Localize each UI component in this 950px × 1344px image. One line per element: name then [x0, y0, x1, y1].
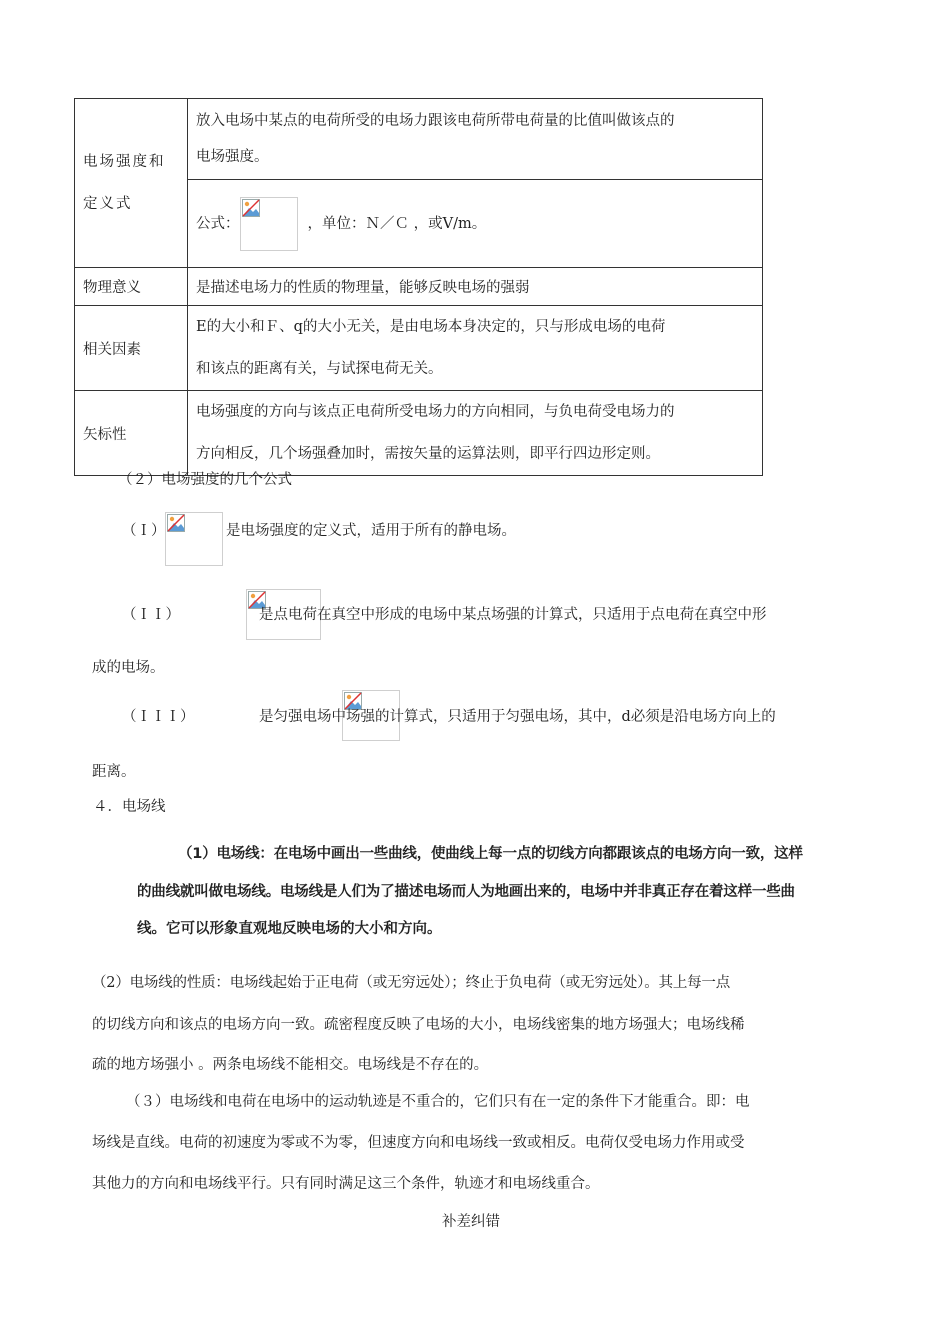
paragraph-line: 场线是直线。电荷的初速度为零或不为零，但速度方向和电场线一致或相反。电荷仅受电场力作用或受 — [92, 1135, 745, 1151]
paragraph-line: 的切线方向和该点的电场方向一致。疏密程度反映了电场的大小，电场线密集的地方场强大；电场线稀 — [92, 1017, 745, 1033]
section-heading: （２）电场强度的几个公式 — [118, 472, 292, 488]
table-value-cell — [188, 268, 763, 306]
formula-label: （ＩＩＩ） — [122, 709, 195, 725]
table-key-cell — [75, 306, 188, 391]
formula-description: 是电场强度的定义式，适用于所有的静电场。 — [226, 523, 516, 539]
formula-prefix: 公式： — [196, 215, 240, 232]
definition-table — [74, 98, 763, 476]
table-value-cell — [188, 391, 763, 476]
formula-description-cont: 成的电场。 — [92, 660, 165, 676]
key-label: 物理意义 — [83, 280, 141, 296]
table-key-cell — [75, 99, 188, 268]
paragraph-line: （３）电场线和电荷在电场中的运动轨迹是不重合的，它们只有在一定的条件下才能重合。即：电 — [126, 1094, 750, 1110]
value-line: 和该点的距离有关，与试探电荷无关。 — [196, 361, 443, 377]
key-label: 相关因素 — [83, 341, 141, 358]
formula-image-icon — [165, 512, 223, 566]
value-line: 是描述电场力的性质的物理量，能够反映电场的强弱 — [196, 280, 530, 296]
table-key-cell — [75, 268, 188, 306]
value-line: 放入电场中某点的电荷所受的电场力跟该电荷所带电荷量的比值叫做该点的 — [196, 113, 675, 129]
value-line: E的大小和Ｆ、q的大小无关，是由电场本身决定的，只与形成电场的电荷 — [196, 319, 666, 335]
formula-label: （Ｉ） — [122, 523, 166, 539]
definition-bold-line: 线。它可以形象直观地反映电场的大小和方向。 — [137, 921, 442, 937]
definition-bold-line: 的曲线就叫做电场线。电场线是人们为了描述电场而人为地画出来的，电场中并非真正存在着这样一些曲 — [137, 884, 795, 900]
formula-suffix: ，单位：Ｎ／Ｃ ，或V/m。 — [307, 215, 487, 232]
formula-description: 是匀强电场中场强的计算式，只适用于匀强电场，其中，d必须是沿电场方向上的 — [259, 709, 776, 725]
value-line: 电场强度的方向与该点正电荷所受电场力的方向相同，与负电荷受电场力的 — [196, 404, 675, 420]
value-line: 方向相反，几个场强叠加时，需按矢量的运算法则，即平行四边形定则。 — [196, 446, 660, 462]
formula-cell — [188, 180, 763, 268]
table-value-cell — [188, 306, 763, 391]
paragraph-line: （2）电场线的性质：电场线起始于正电荷（或无穷远处）；终止于负电荷（或无穷远处）。其上每一点 — [92, 975, 731, 991]
formula-label: （ＩＩ） — [122, 607, 180, 623]
table-value-cell — [188, 99, 763, 180]
key-label: 矢标性 — [83, 426, 127, 443]
footer-title: 补差纠错 — [442, 1214, 500, 1230]
formula-description-cont: 距离。 — [92, 764, 136, 780]
key-label: 电场强度和定义式 — [83, 154, 166, 212]
definition-bold-line: （1）电场线：在电场中画出一些曲线，使曲线上每一点的切线方向都跟该点的电场方向一致，这样 — [178, 846, 803, 862]
formula-description: 是点电荷在真空中形成的电场中某点场强的计算式，只适用于点电荷在真空中形 — [259, 607, 767, 623]
formula-image-icon — [240, 197, 298, 251]
section-heading: ４．电场线 — [93, 799, 166, 815]
value-line: 电场强度。 — [196, 149, 269, 165]
paragraph-line: 疏的地方场强小 。两条电场线不能相交。电场线是不存在的。 — [92, 1057, 489, 1073]
table-key-cell — [75, 391, 188, 476]
paragraph-line: 其他力的方向和电场线平行。只有同时满足这三个条件，轨迹才和电场线重合。 — [92, 1176, 600, 1192]
